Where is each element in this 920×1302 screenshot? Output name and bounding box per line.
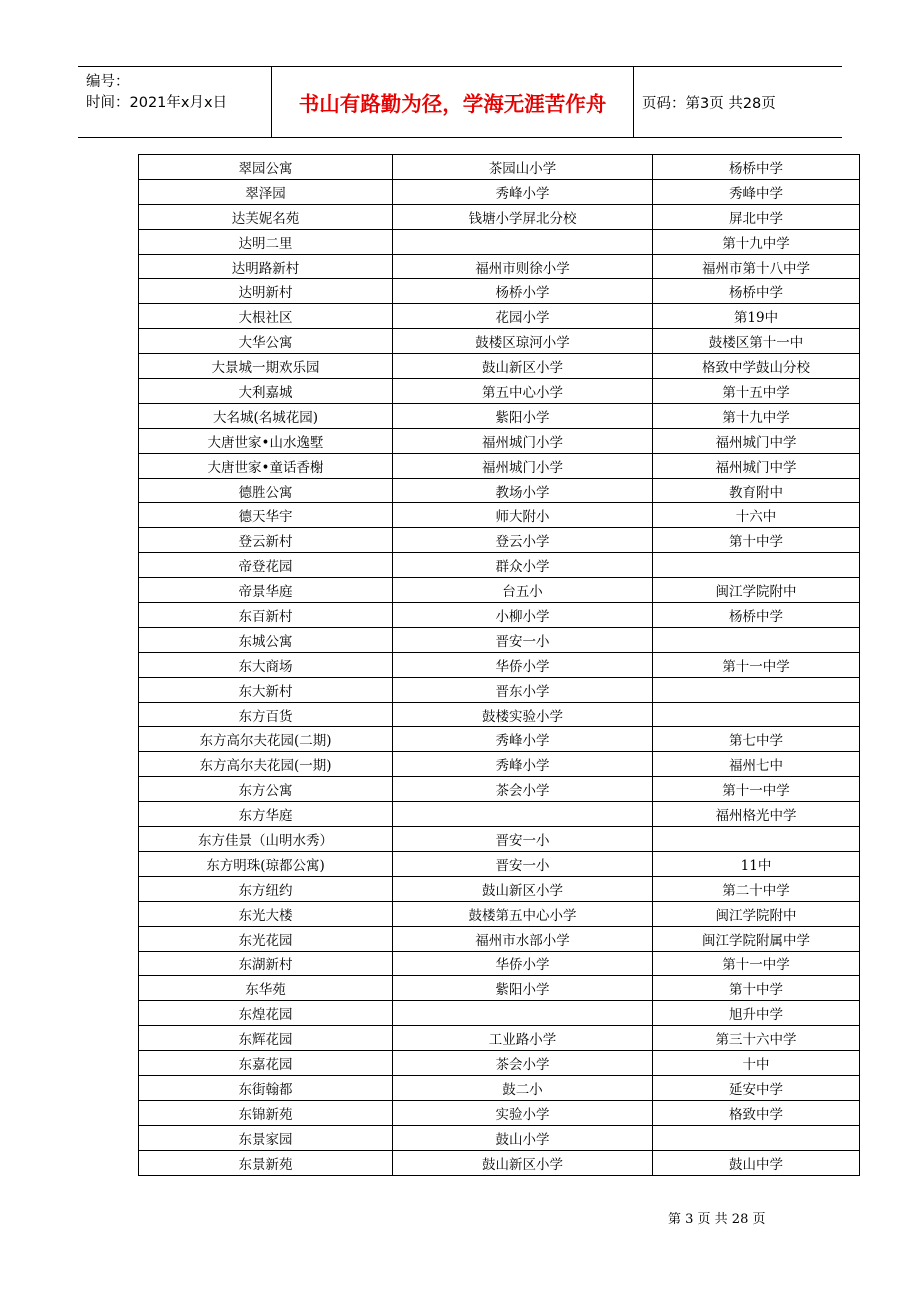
residential-area-cell: 翠园公寓 — [139, 155, 393, 180]
primary-school-cell: 小柳小学 — [393, 603, 653, 628]
primary-school-cell: 紫阳小学 — [393, 976, 653, 1001]
primary-school-cell: 茶会小学 — [393, 777, 653, 802]
primary-school-cell: 教场小学 — [393, 478, 653, 503]
middle-school-cell: 杨桥中学 — [653, 279, 860, 304]
middle-school-cell — [653, 677, 860, 702]
table-row — [139, 827, 860, 852]
residential-area-cell: 大名城(名城花园) — [139, 403, 393, 428]
table-row — [139, 727, 860, 752]
residential-area-cell: 东方百货 — [139, 702, 393, 727]
residential-area-cell: 大景城一期欢乐园 — [139, 354, 393, 379]
primary-school-cell: 师大附小 — [393, 503, 653, 528]
table-row — [139, 329, 860, 354]
time-label: 时间：2021年x月x日 — [86, 95, 228, 111]
middle-school-cell: 第十九中学 — [653, 403, 860, 428]
table-row — [139, 677, 860, 702]
motto-text: 书山有路勤为径，学海无涯苦作舟 — [298, 92, 607, 116]
middle-school-cell: 第十一中学 — [653, 652, 860, 677]
primary-school-cell: 福州城门小学 — [393, 428, 653, 453]
table-row — [139, 851, 860, 876]
residential-area-cell: 东方纽约 — [139, 876, 393, 901]
middle-school-cell — [653, 827, 860, 852]
residential-area-cell: 东光花园 — [139, 926, 393, 951]
residential-area-cell: 帝景华庭 — [139, 578, 393, 603]
table-row — [139, 951, 860, 976]
middle-school-cell — [653, 627, 860, 652]
middle-school-cell: 第十中学 — [653, 976, 860, 1001]
primary-school-cell: 茶园山小学 — [393, 155, 653, 180]
table-row — [139, 702, 860, 727]
header-motto-cell — [272, 67, 634, 137]
primary-school-cell: 鼓山小学 — [393, 1125, 653, 1150]
table-row — [139, 279, 860, 304]
middle-school-cell: 第七中学 — [653, 727, 860, 752]
residential-area-cell: 东华苑 — [139, 976, 393, 1001]
middle-school-cell: 延安中学 — [653, 1075, 860, 1100]
residential-area-cell: 东大新村 — [139, 677, 393, 702]
primary-school-cell — [393, 802, 653, 827]
table-row — [139, 777, 860, 802]
middle-school-cell: 杨桥中学 — [653, 155, 860, 180]
residential-area-cell: 东光大楼 — [139, 901, 393, 926]
school-district-table — [138, 154, 860, 1176]
primary-school-cell: 福州市水部小学 — [393, 926, 653, 951]
footer-page-number: 第 3 页 共 28 页 — [668, 1212, 766, 1227]
table-row — [139, 155, 860, 180]
middle-school-cell: 屏北中学 — [653, 204, 860, 229]
residential-area-cell: 达明二里 — [139, 229, 393, 254]
table-row — [139, 926, 860, 951]
table-row — [139, 254, 860, 279]
residential-area-cell: 东街翰都 — [139, 1075, 393, 1100]
table-row — [139, 901, 860, 926]
middle-school-cell: 第十九中学 — [653, 229, 860, 254]
middle-school-cell: 格致中学鼓山分校 — [653, 354, 860, 379]
table-row — [139, 304, 860, 329]
table-row — [139, 1075, 860, 1100]
table-row — [139, 229, 860, 254]
middle-school-cell: 第十五中学 — [653, 379, 860, 404]
residential-area-cell: 帝登花园 — [139, 553, 393, 578]
middle-school-cell: 闽江学院附中 — [653, 901, 860, 926]
middle-school-cell: 第十中学 — [653, 528, 860, 553]
middle-school-cell: 第三十六中学 — [653, 1026, 860, 1051]
primary-school-cell: 鼓楼第五中心小学 — [393, 901, 653, 926]
residential-area-cell: 东煌花园 — [139, 1001, 393, 1026]
primary-school-cell: 鼓楼区琼河小学 — [393, 329, 653, 354]
residential-area-cell: 东景新苑 — [139, 1150, 393, 1175]
table-row — [139, 976, 860, 1001]
table-row — [139, 752, 860, 777]
table-row — [139, 204, 860, 229]
residential-area-cell: 东方公寓 — [139, 777, 393, 802]
primary-school-cell: 鼓山新区小学 — [393, 354, 653, 379]
number-label: 编号： — [86, 74, 130, 90]
primary-school-cell: 福州市则徐小学 — [393, 254, 653, 279]
table-row — [139, 1001, 860, 1026]
primary-school-cell: 晋安一小 — [393, 627, 653, 652]
table-row — [139, 1100, 860, 1125]
residential-area-cell: 大唐世家•童话香榭 — [139, 453, 393, 478]
residential-area-cell: 德天华宇 — [139, 503, 393, 528]
residential-area-cell: 东百新村 — [139, 603, 393, 628]
table-row — [139, 179, 860, 204]
middle-school-cell: 福州七中 — [653, 752, 860, 777]
middle-school-cell: 格致中学 — [653, 1100, 860, 1125]
residential-area-cell: 东湖新村 — [139, 951, 393, 976]
primary-school-cell: 紫阳小学 — [393, 403, 653, 428]
table-row — [139, 603, 860, 628]
residential-area-cell: 达明新村 — [139, 279, 393, 304]
primary-school-cell: 秀峰小学 — [393, 179, 653, 204]
primary-school-cell: 晋安一小 — [393, 851, 653, 876]
residential-area-cell: 东方明珠(琼都公寓) — [139, 851, 393, 876]
middle-school-cell: 福州格光中学 — [653, 802, 860, 827]
header-info-cell — [78, 67, 272, 137]
middle-school-cell: 闽江学院附属中学 — [653, 926, 860, 951]
middle-school-cell: 第19中 — [653, 304, 860, 329]
residential-area-cell: 东方高尔夫花园(二期) — [139, 727, 393, 752]
residential-area-cell: 翠泽园 — [139, 179, 393, 204]
residential-area-cell: 东方佳景（山明水秀） — [139, 827, 393, 852]
middle-school-cell: 十中 — [653, 1051, 860, 1076]
middle-school-cell: 福州城门中学 — [653, 453, 860, 478]
middle-school-cell: 旭升中学 — [653, 1001, 860, 1026]
primary-school-cell: 秀峰小学 — [393, 727, 653, 752]
page-header — [78, 66, 842, 138]
middle-school-cell — [653, 702, 860, 727]
table-row — [139, 553, 860, 578]
residential-area-cell: 大华公寓 — [139, 329, 393, 354]
residential-area-cell: 德胜公寓 — [139, 478, 393, 503]
table-row — [139, 578, 860, 603]
primary-school-cell: 杨桥小学 — [393, 279, 653, 304]
primary-school-cell: 第五中心小学 — [393, 379, 653, 404]
residential-area-cell: 大唐世家•山水逸墅 — [139, 428, 393, 453]
primary-school-cell: 鼓楼实验小学 — [393, 702, 653, 727]
table-row — [139, 528, 860, 553]
primary-school-cell: 秀峰小学 — [393, 752, 653, 777]
middle-school-cell: 第二十中学 — [653, 876, 860, 901]
middle-school-cell: 福州市第十八中学 — [653, 254, 860, 279]
table-row — [139, 478, 860, 503]
middle-school-cell: 十六中 — [653, 503, 860, 528]
middle-school-cell: 教育附中 — [653, 478, 860, 503]
residential-area-cell: 东城公寓 — [139, 627, 393, 652]
primary-school-cell: 工业路小学 — [393, 1026, 653, 1051]
table-row — [139, 1125, 860, 1150]
residential-area-cell: 达明路新村 — [139, 254, 393, 279]
residential-area-cell: 东大商场 — [139, 652, 393, 677]
table-row — [139, 453, 860, 478]
residential-area-cell: 东方华庭 — [139, 802, 393, 827]
residential-area-cell: 大根社区 — [139, 304, 393, 329]
table-row — [139, 1051, 860, 1076]
middle-school-cell: 第十一中学 — [653, 777, 860, 802]
primary-school-cell: 鼓山新区小学 — [393, 876, 653, 901]
primary-school-cell: 福州城门小学 — [393, 453, 653, 478]
middle-school-cell: 福州城门中学 — [653, 428, 860, 453]
primary-school-cell: 茶会小学 — [393, 1051, 653, 1076]
primary-school-cell — [393, 1001, 653, 1026]
primary-school-cell: 华侨小学 — [393, 652, 653, 677]
primary-school-cell: 鼓山新区小学 — [393, 1150, 653, 1175]
residential-area-cell: 东方高尔夫花园(一期) — [139, 752, 393, 777]
primary-school-cell: 晋东小学 — [393, 677, 653, 702]
middle-school-cell — [653, 553, 860, 578]
table-row — [139, 428, 860, 453]
middle-school-cell: 秀峰中学 — [653, 179, 860, 204]
page-number-label: 页码：第3页 共28页 — [642, 95, 776, 112]
residential-area-cell: 东辉花园 — [139, 1026, 393, 1051]
primary-school-cell: 台五小 — [393, 578, 653, 603]
table-row — [139, 354, 860, 379]
table-row — [139, 652, 860, 677]
table-row — [139, 379, 860, 404]
residential-area-cell: 达芙妮名苑 — [139, 204, 393, 229]
table-row — [139, 503, 860, 528]
table-body — [139, 155, 860, 1176]
middle-school-cell: 11中 — [653, 851, 860, 876]
table-row — [139, 802, 860, 827]
table-row — [139, 403, 860, 428]
middle-school-cell: 杨桥中学 — [653, 603, 860, 628]
primary-school-cell — [393, 229, 653, 254]
residential-area-cell: 东嘉花园 — [139, 1051, 393, 1076]
primary-school-cell: 华侨小学 — [393, 951, 653, 976]
table-row — [139, 1026, 860, 1051]
middle-school-cell: 鼓山中学 — [653, 1150, 860, 1175]
middle-school-cell: 第十一中学 — [653, 951, 860, 976]
middle-school-cell: 鼓楼区第十一中 — [653, 329, 860, 354]
primary-school-cell: 花园小学 — [393, 304, 653, 329]
table-row — [139, 627, 860, 652]
table-row — [139, 876, 860, 901]
table-row — [139, 1150, 860, 1175]
middle-school-cell: 闽江学院附中 — [653, 578, 860, 603]
primary-school-cell: 鼓二小 — [393, 1075, 653, 1100]
middle-school-cell — [653, 1125, 860, 1150]
residential-area-cell: 大利嘉城 — [139, 379, 393, 404]
residential-area-cell: 登云新村 — [139, 528, 393, 553]
residential-area-cell: 东锦新苑 — [139, 1100, 393, 1125]
primary-school-cell: 实验小学 — [393, 1100, 653, 1125]
primary-school-cell: 钱塘小学屏北分校 — [393, 204, 653, 229]
primary-school-cell: 晋安一小 — [393, 827, 653, 852]
primary-school-cell: 群众小学 — [393, 553, 653, 578]
primary-school-cell: 登云小学 — [393, 528, 653, 553]
residential-area-cell: 东景家园 — [139, 1125, 393, 1150]
